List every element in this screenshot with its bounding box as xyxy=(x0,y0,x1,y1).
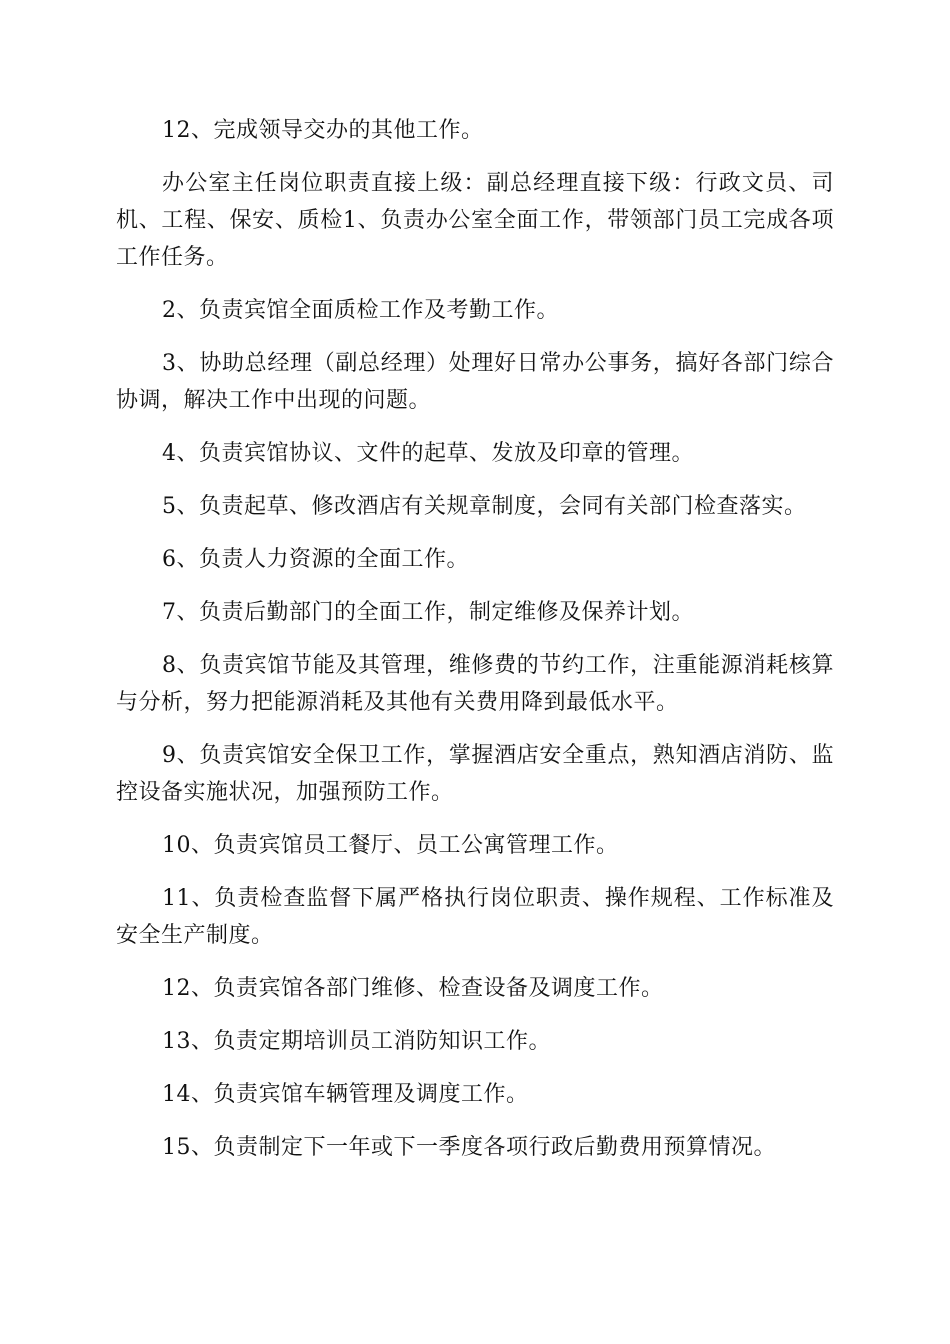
document-body xyxy=(116,112,834,1182)
paragraph-item-5: 5、负责起草、修改酒店有关规章制度，会同有关部门检查落实。 xyxy=(162,494,807,519)
paragraph-item-10: 10、负责宾馆员工餐厅、员工公寓管理工作。 xyxy=(162,833,619,858)
paragraph-item-11: 11、负责检查监督下属严格执行岗位职责、操作规程、工作标准及安全生产制度。 xyxy=(116,886,834,948)
paragraph-item-12-prev: 12、完成领导交办的其他工作。 xyxy=(162,118,484,143)
paragraph-item-12: 12、负责宾馆各部门维修、检查设备及调度工作。 xyxy=(162,976,664,1001)
paragraph-item-14: 14、负责宾馆车辆管理及调度工作。 xyxy=(162,1082,529,1107)
paragraph-item-7: 7、负责后勤部门的全面工作，制定维修及保养计划。 xyxy=(162,600,694,625)
paragraph-item-13: 13、负责定期培训员工消防知识工作。 xyxy=(162,1029,551,1054)
paragraph-item-8: 8、负责宾馆节能及其管理，维修费的节约工作，注重能源消耗核算与分析，努力把能源消耗及其他有关费用降到最低水平。 xyxy=(116,653,834,715)
paragraph-item-15: 15、负责制定下一年或下一季度各项行政后勤费用预算情况。 xyxy=(162,1135,776,1160)
paragraph-item-3: 3、协助总经理（副总经理）处理好日常办公事务，搞好各部门综合协调，解决工作中出现的问题。 xyxy=(116,351,834,413)
paragraph-item-6: 6、负责人力资源的全面工作。 xyxy=(162,547,469,572)
paragraph-office-director-duties: 办公室主任岗位职责直接上级：副总经理直接下级：行政文员、司机、工程、保安、质检1、负责办公室全面工作，带领部门员工完成各项工作任务。 xyxy=(116,171,834,270)
paragraph-item-9: 9、负责宾馆安全保卫工作，掌握酒店安全重点，熟知酒店消防、监控设备实施状况，加强预防工作。 xyxy=(116,743,834,805)
paragraph-item-2: 2、负责宾馆全面质检工作及考勤工作。 xyxy=(162,298,559,323)
paragraph-item-4: 4、负责宾馆协议、文件的起草、发放及印章的管理。 xyxy=(162,441,694,466)
